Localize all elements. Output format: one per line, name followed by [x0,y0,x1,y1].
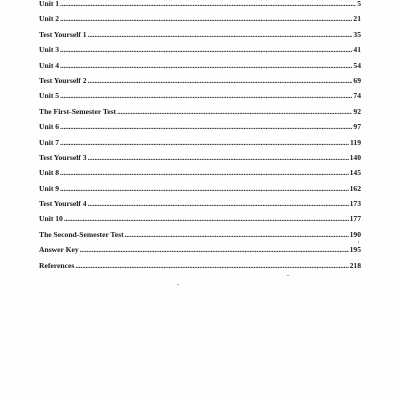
scan-speck [287,275,289,276]
dot-leader [60,88,352,103]
toc-entry-title: Unit 10 [39,214,63,224]
toc-entry-page: 41 [353,45,361,55]
toc-entry-page: 173 [349,199,361,209]
dot-leader [60,11,352,26]
toc-entry [39,211,361,226]
dot-leader [64,211,349,226]
toc-entry-title: The First-Semester Test [39,106,117,116]
toc-entry [39,150,361,165]
toc-entry [39,88,361,103]
toc-entry-page: 74 [353,91,361,101]
toc-entry-page: 54 [353,60,361,70]
toc-entry [39,73,361,88]
toc-entry-title: Test Yourself 1 [39,29,87,39]
toc-entry-title: Unit 5 [39,91,60,101]
toc-entry-page: 21 [353,14,361,24]
toc-entry-title: Unit 6 [39,122,60,132]
toc-entry [39,11,361,26]
dot-leader [125,227,349,242]
toc-entry-page: 145 [349,168,361,178]
toc-entry [39,258,361,273]
toc-entry-title: Test Yourself 3 [39,152,87,162]
toc-entry-page: 190 [349,229,361,239]
toc-entry-title: Answer Key [39,245,79,255]
toc-entry-title: Unit 1 [39,0,60,8]
dot-leader [117,104,352,119]
toc-entry [39,0,361,11]
toc-entry-page: 92 [353,106,361,116]
toc-entry-page: 218 [349,260,361,270]
toc-entry-title: Unit 8 [39,168,60,178]
dot-leader [88,150,349,165]
toc-entry-page: 119 [350,137,361,147]
dot-leader [60,135,349,150]
toc-entry-page: 35 [353,29,361,39]
toc-entry-title: Test Yourself 4 [39,199,87,209]
dot-leader [88,196,349,211]
toc-entry-page: 5 [357,0,361,8]
toc-entry-page: 162 [349,183,361,193]
toc-entry-title: References [39,260,75,270]
toc-entry [39,242,361,257]
toc-entry [39,135,361,150]
scan-speck [177,284,179,285]
toc-entry-page: 177 [349,214,361,224]
toc-entry [39,27,361,42]
dot-leader [88,27,353,42]
toc-entry-page: 195 [349,245,361,255]
toc-entry-title: Test Yourself 2 [39,75,87,85]
dot-leader [60,181,349,196]
toc-entry-title: Unit 4 [39,60,60,70]
dot-leader [60,0,356,11]
toc-entry [39,42,361,57]
toc-entry [39,104,361,119]
toc-entry-page: 140 [349,152,361,162]
toc-entry [39,227,361,242]
toc-entry [39,58,361,73]
toc-entry-title: Unit 3 [39,45,60,55]
toc-entry [39,181,361,196]
dot-leader [60,119,352,134]
scan-speck [358,241,359,243]
dot-leader [60,42,352,57]
dot-leader [88,73,353,88]
toc-entry-page: 69 [353,75,361,85]
dot-leader [60,165,349,180]
toc-entry-page: 97 [353,122,361,132]
toc-entry [39,196,361,211]
dot-leader [75,258,348,273]
toc-entry-title: Unit 2 [39,14,60,24]
toc-entry-title: The Second-Semester Test [39,229,124,239]
toc-entry [39,119,361,134]
toc-entry-title: Unit 7 [39,137,60,147]
dot-leader [80,242,349,257]
toc-entry [39,165,361,180]
toc-entry-title: Unit 9 [39,183,60,193]
dot-leader [60,58,352,73]
table-of-contents [39,0,361,273]
